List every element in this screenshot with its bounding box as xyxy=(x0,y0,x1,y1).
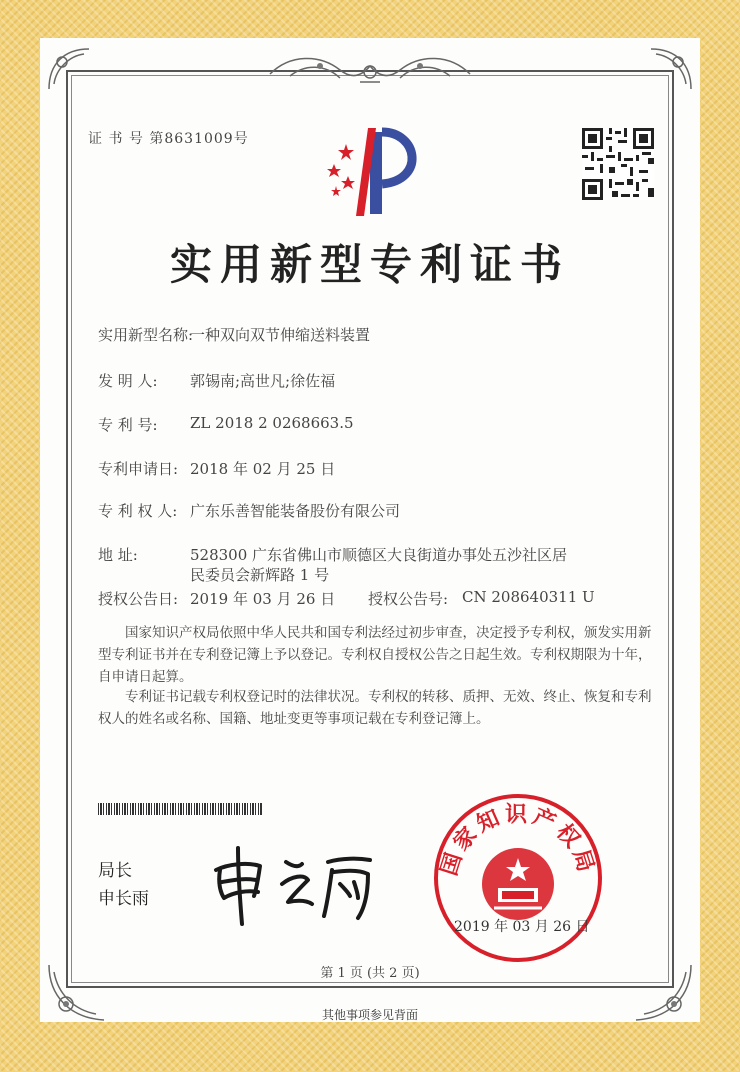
field-value: CN 208640311 U xyxy=(462,588,595,606)
certificate-title: 实用新型专利证书 xyxy=(169,240,570,289)
certificate-number: 证 书 号 第8631009号 xyxy=(88,131,249,147)
field-value: 2018 年 02 月 25 日 xyxy=(190,460,336,478)
field-label: 专 利 号: xyxy=(98,416,158,434)
corner-ornament-icon xyxy=(646,44,696,94)
qr-code-icon xyxy=(582,128,654,200)
field-value-line2: 民委员会新辉路 1 号 xyxy=(190,566,330,584)
legal-status-paragraph: 专利证书记载专利权登记时的法律状况。专利权的转移、质押、无效、终止、恢复和专利权人的姓名或名称、国籍、地址变更等事项记载在专利登记簿上。 xyxy=(98,689,652,727)
official-seal xyxy=(432,792,604,964)
corner-ornament-icon xyxy=(44,44,94,94)
field-value: 2019 年 03 月 26 日 xyxy=(190,590,336,608)
seal-date: 2019 年 03 月 26 日 xyxy=(454,919,590,935)
field-value: 郭锡南;高世凡;徐佐福 xyxy=(190,372,336,390)
patent-office-logo-icon xyxy=(318,124,428,216)
director-name: 申长雨 xyxy=(98,889,149,909)
field-label: 发 明 人: xyxy=(98,372,158,390)
back-note: 其他事项参见背面 xyxy=(321,1008,418,1022)
barcode xyxy=(98,803,262,815)
handwritten-signature xyxy=(208,840,378,930)
director-title: 局长 xyxy=(98,861,132,881)
field-value: 528300 广东省佛山市顺德区大良街道办事处五沙社区居 xyxy=(190,546,568,564)
field-label: 授权公告号: xyxy=(368,590,449,608)
field-value: 一种双向双节伸缩送料装置 xyxy=(190,326,371,344)
field-label: 专 利 权 人: xyxy=(98,502,178,520)
field-value: ZL 2018 2 0268663.5 xyxy=(190,414,354,432)
field-value: 广东乐善智能装备股份有限公司 xyxy=(190,502,401,520)
field-label: 授权公告日: xyxy=(98,590,179,608)
field-label: 专利申请日: xyxy=(98,460,179,478)
svg-text:国家知识产权局: 国家知识产权局 xyxy=(436,802,600,879)
top-ornament-icon xyxy=(260,52,480,88)
grant-paragraph: 国家知识产权局依照中华人民共和国专利法经过初步审查，决定授予专利权，颁发实用新型专利证书并在专利登记簿上予以登记。专利权自授权公告之日起生效。专利权期限为十年，自申请日起算。 xyxy=(98,625,652,685)
field-label: 地 址: xyxy=(98,546,138,564)
page-number: 第 1 页 (共 2 页) xyxy=(320,966,420,981)
field-label: 实用新型名称: xyxy=(98,326,194,344)
